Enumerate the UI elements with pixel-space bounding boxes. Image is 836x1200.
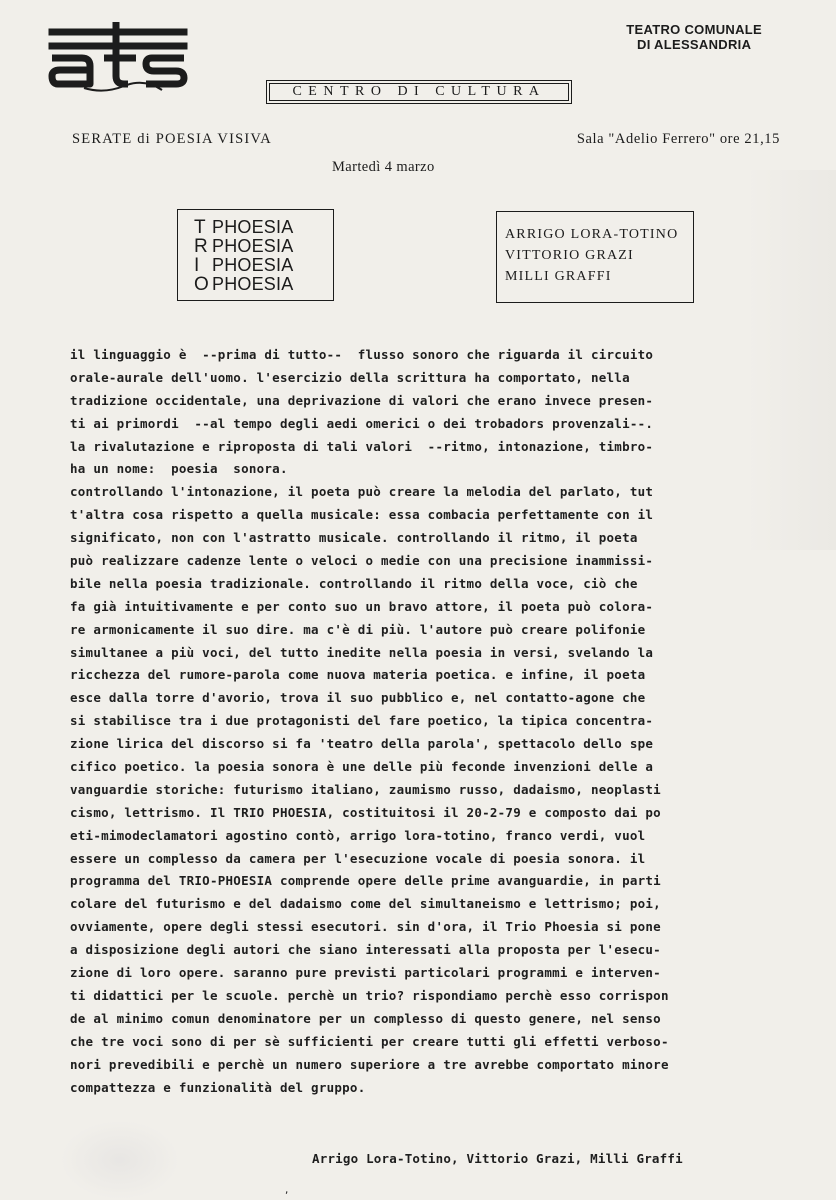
- body-line: ricchezza del rumore-parola come nuova materia poetica. e infine, il poeta: [70, 667, 646, 683]
- body-line: re armonicamente il suo dire. ma c'è di più. l'autore può creare polifonie: [70, 621, 646, 637]
- trio-line-2: [194, 237, 293, 256]
- body-line: essere un complesso da camera per l'esecuzione vocale di poesia sonora. il: [70, 850, 646, 866]
- body-line: zione di loro opere. saranno pure previsti particolari programmi e interven-: [70, 965, 661, 981]
- body-line: significato, non con l'astratto musicale. controllando il ritmo, il poeta: [70, 530, 638, 546]
- manifesto-text: [70, 344, 770, 1099]
- trio-letter: O: [194, 274, 209, 295]
- trio-line-3: [194, 256, 293, 275]
- trio-phoesia-logo-box: [177, 209, 334, 301]
- body-line: vanguardie storiche: futurismo italiano, zaumismo russo, dadaismo, neoplasti: [70, 781, 661, 797]
- trio-word: PHOESIA: [212, 236, 294, 256]
- trio-word: PHOESIA: [212, 217, 294, 237]
- event-venue: Sala "Adelio Ferrero" ore 21,15: [576, 131, 780, 147]
- body-line: orale-aurale dell'uomo. l'esercizio della scrittura ha comportato, nella: [70, 369, 630, 385]
- body-line: simultanee a più voci, del tutto inedite nella poesia in versi, svelando la: [70, 644, 654, 660]
- performers-box: [496, 211, 694, 303]
- performer-name: MILLI GRAFFI: [505, 269, 612, 284]
- body-line: ti didattici per le scuole. perchè un trio? rispondiamo perchè esso corrispon: [70, 987, 669, 1003]
- body-line: cismo, lettrismo. Il TRIO PHOESIA, costituitosi il 20-2-79 e composto dai po: [70, 804, 661, 820]
- body-line: ha un nome: poesia sonora.: [70, 461, 288, 477]
- body-line: a disposizione degli autori che siano interessati alla proposta per l'esecu-: [70, 942, 661, 958]
- body-line: nori prevedibili e perchè un numero superiore a tre avrebbe comportato minore: [70, 1056, 669, 1072]
- body-line: che tre voci sono di per sè sufficienti per creare tutti gli effetti verboso-: [70, 1033, 669, 1049]
- body-line: fa già intuitivamente e per conto suo un bravo attore, il poeta può colora-: [70, 598, 654, 614]
- body-line: ti ai primordi --al tempo degli aedi omerici o dei trobadors provenzali--.: [70, 415, 654, 431]
- body-line: de al minimo comun denominatore per un complesso di questo genere, nel senso: [70, 1010, 661, 1026]
- event-series: SERATE di POESIA VISIVA: [72, 131, 272, 147]
- body-line: il linguaggio è --prima di tutto-- flusso sonoro che riguarda il circuito: [70, 347, 654, 362]
- body-line: può realizzare cadenze lente o veloci o medie con una precisione inammissi-: [70, 553, 654, 569]
- body-line: si stabilisce tra i due protagonisti del fare poetico, la tipica concentra-: [70, 713, 654, 729]
- body-line: tradizione occidentale, una deprivazione di valori che erano invece presen-: [70, 392, 654, 408]
- paper-stain: [60, 1120, 180, 1200]
- body-line: bile nella poesia tradizionale. controllando il ritmo della voce, ciò che: [70, 575, 638, 591]
- page-mark: ,: [284, 1186, 290, 1196]
- performer-name: VITTORIO GRAZI: [505, 248, 634, 263]
- theatre-line-1: TEATRO COMUNALE: [626, 22, 762, 37]
- trio-letter: T: [194, 217, 206, 238]
- body-line: colare del futurismo e del dadaismo come del simultaneismo e lettrismo; poi,: [70, 896, 661, 912]
- body-line: controllando l'intonazione, il poeta può creare la melodia del parlato, tut: [70, 484, 654, 500]
- centro-di-cultura-banner: CENTRO DI CULTURA: [266, 80, 572, 104]
- body-line: esce dalla torre d'avorio, trova il suo pubblico e, nel contatto-agone che: [70, 690, 646, 706]
- body-line: compattezza e funzionalità del gruppo.: [70, 1079, 366, 1095]
- body-line: ovviamente, opere degli stessi esecutori. sin d'ora, il Trio Phoesia si pone: [70, 919, 661, 935]
- body-line: zione lirica del discorso si fa 'teatro della parola', spettacolo dello spe: [70, 736, 654, 752]
- body-line: cifico poetico. la poesia sonora è une delle più feconde invenzioni delle a: [70, 759, 654, 775]
- performer-name: ARRIGO LORA-TOTINO: [505, 227, 679, 242]
- trio-line-1: [194, 218, 293, 237]
- body-line: t'altra cosa rispetto a quella musicale: essa combacia perfettamente con il: [70, 507, 654, 523]
- body-line: eti-mimodeclamatori agostino contò, arrigo lora-totino, franco verdi, vuol: [70, 827, 646, 843]
- trio-line-4: [194, 275, 293, 294]
- ats-logo: [44, 18, 192, 98]
- trio-word: PHOESIA: [212, 255, 294, 275]
- body-line: programma del TRIO-PHOESIA comprende opere delle prime avanguardie, in parti: [70, 873, 661, 889]
- trio-letter: R: [194, 236, 208, 257]
- theatre-line-2: DI ALESSANDRIA: [637, 37, 752, 52]
- event-date: Martedì 4 marzo: [332, 159, 435, 175]
- theatre-heading: [626, 22, 762, 52]
- trio-word: PHOESIA: [212, 274, 294, 294]
- trio-letter: I: [194, 255, 200, 276]
- signature-line: Arrigo Lora-Totino, Vittorio Grazi, Milli Graffi: [312, 1151, 683, 1166]
- body-line: la rivalutazione e riproposta di tali valori --ritmo, intonazione, timbro-: [70, 438, 654, 454]
